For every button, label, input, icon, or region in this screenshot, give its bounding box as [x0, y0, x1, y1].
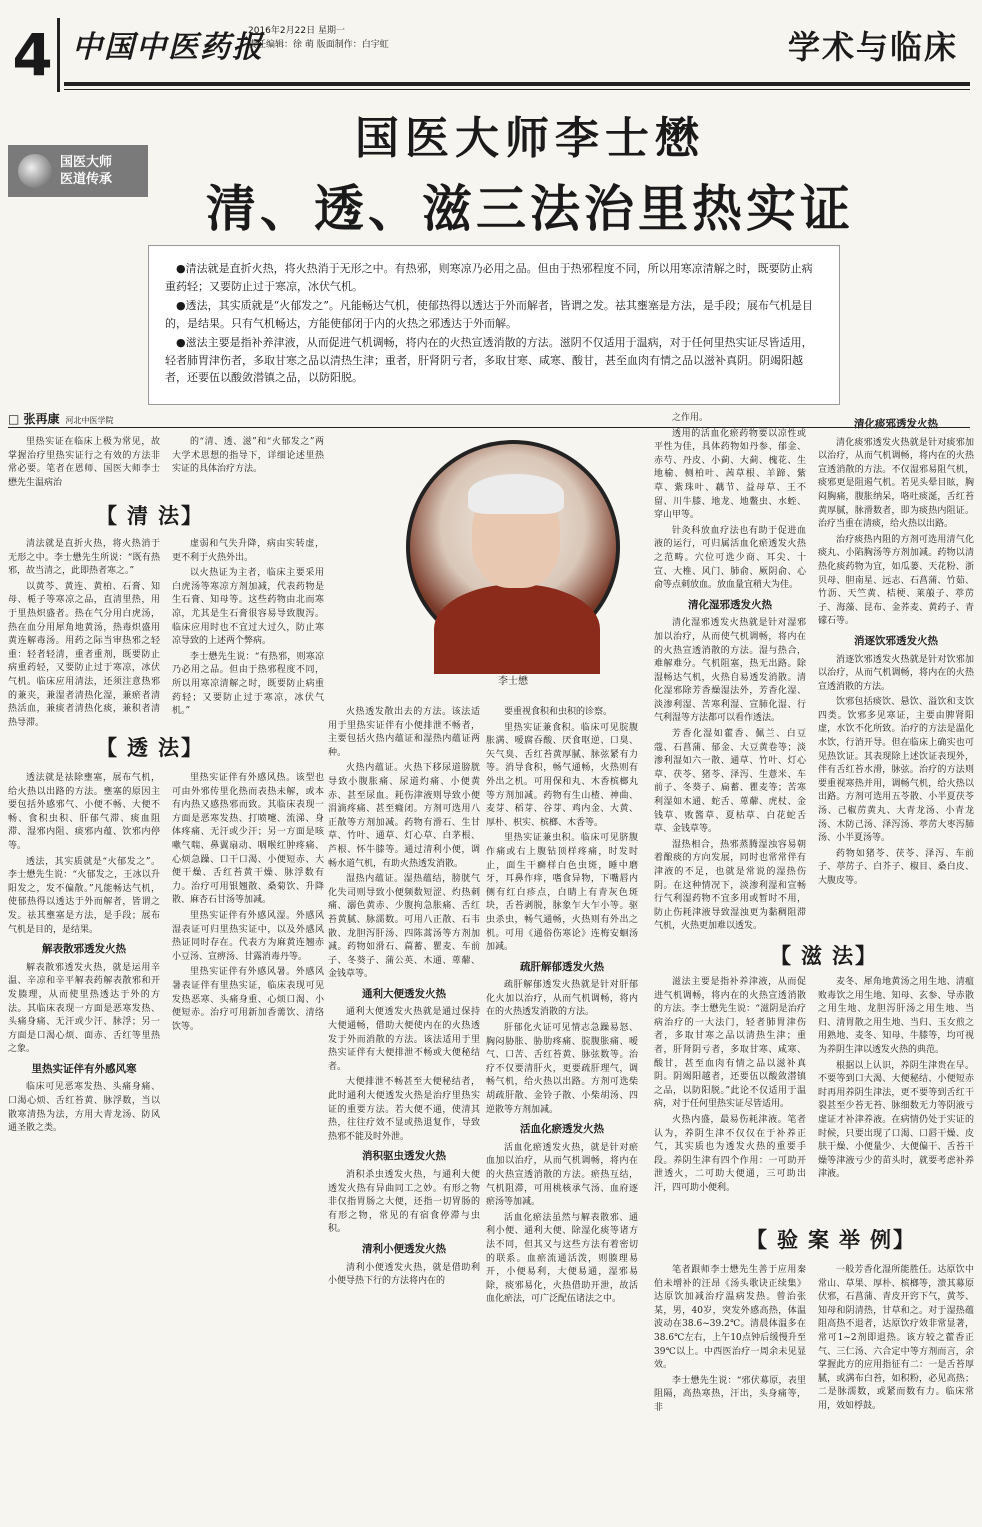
- col4: 要重视食积和虫积的诊察。 里热实证兼食积。临床可见脘腹胀满、嗳腐吞酸、厌食呕逆、口臭、矢气臭、舌红苔黄厚腻、脉弦紧有力等。消导食积，畅气通畅，火热则有外出之机。可用保和丸、木香槟榔丸等方剂加减。药物有生山楂、神曲、麦芽、稻芽、谷芽、鸡内金、大黄、厚朴、枳实、槟榔、木香等。 里热实证兼虫积。临床可见脐腹作痛或右上腹钻顶样疼痛，时发时止，面生干癣样白色虫斑，睡中磨牙，耳鼻作痒，嗜食异物，下嘴唇内侧有红白疹点，白睛上有青灰色斑块，舌苔剥脱，脉象乍大乍小等。驱虫杀虫，畅气通畅，火热则有外出之机。可用《通俗伤寒论》连梅安蛔汤加减。 疏肝解郁透发火热 疏肝解郁透发火热就是针对肝郁化火加以治疗，从而气机调畅，将内在的火热透发消散的方法。 肝郁化火证可见情志急躁易怒、胸闷胁胀、胁肋疼痛、脘腹胀痛、嗳气、口苦、舌红苔黄、脉弦数等。治疗不仅要清肝火，更要疏肝理气，调畅气机，给火热以出路。方剂可选柴胡疏肝散、金铃子散、小柴胡汤、四逆散等方剂加减。 活血化瘀透发火热 活血化瘀透发火热，就是针对瘀血加以治疗，从而气机调畅，将内在的火热宣透消散的方法。瘀热互结，气机阻滞，可用桃核承气汤、血府逐瘀汤等加减。 活血化瘀法虽然与解表散邪、通利小便、通利大便、除湿化痰等诸方法不同，但其又与这些方法有着密切的联系。血瘀流通活泼，则腠理易开，小便易利，大便易通，湿邪易除，痰邪易化，火热借助开泄，故活血化瘀法，可广泛配伍诸法之中。: [486, 707, 638, 1305]
- paper-name: 中国中医药报: [72, 30, 264, 65]
- col1-intro: 里热实证在临床上极为常见，故掌握治疗里热实证行之有效的方法非常必要。笔者在恩师、国医大师李士懋先生温病治: [8, 437, 160, 488]
- case-col2: 一般芳香化湿所能胜任。达原饮中常山、草果、厚朴、槟榔等，溃其募原伏邪，石菖蒲、青皮开窍下气，黄芩、知母和阴清热，甘草和之。对于湿热蕴阻高热不退者，达原饮疗效非常显著，常可1~2剂即退热。该方较之藿香正气、三仁汤、六合定中等方剂而言，余掌握此方的应用指征有二：一是舌苔厚腻，或满布白苔，如积粉，必见高热；二是脉濡数，或紧而数有力。临床常用，效如桴鼓。: [818, 1265, 974, 1411]
- summary-item: ●滋法主要是指补养津液，从而促进气机调畅，将内在的火热宣透消散的方法。滋阴不仅适用于温病，对于任何里热实证尽皆适用，轻者肺胃津伤者，多取甘寒之品以清热生津；重者，肝肾阴亏者，多取甘寒、咸寒、酸甘，甚至血肉有情之品以滋补真阴。阴竭阳越者，还要伍以酸敛潜镇之品，以防阳脱。: [165, 336, 813, 384]
- section-tag: 学术与临床: [787, 28, 958, 66]
- issue-date: 2016年2月22日 星期一: [248, 26, 345, 36]
- portrait: [406, 440, 620, 698]
- subhead: 活血化瘀透发火热: [520, 1123, 604, 1136]
- subhead: 疏肝解郁透发火热: [520, 960, 604, 973]
- col3: 火热透发散出去的方法。该法适用于里热实证伴有小便排泄不畅者，主要包括火热内蕴证和湿热内蕴证两种。 火热内蕴证。火热下移尿道膀胱导致小腹胀痛、尿道灼痛、小便黄赤、甚至尿血。耗伤津液则导致小便涓滴疼痛、甚至癃闭。方剂可选用八正散等方剂加减。药物有滑石、生甘草、竹叶、通草、灯心草、白茅根、芦根、怀牛膝等。通过清利小便，调畅水道气机，有助火热透发消散。 湿热内蕴证。湿热蕴结，膀胱气化失司则导致小便频数短涩、灼热刺痛、溺色黄赤、少腹拘急胀痛、舌红苔黄腻、脉濡数。可用八正散、石韦散、龙胆泻肝汤、四陈蒿汤等方剂加减。药物如滑石、萹蓄、瞿麦、车前子、冬葵子、蒲公英、木通、萆薢、金钱草等。 通利大便透发火热 通利大便透发火热就是通过保持大便通畅，借助大便使内在的火热透发于外而消散的方法。该法适用于里热实证伴有大便排泄不畅或大便秘结者。 大便排泄不畅甚至大便秘结者，此时通利大便透发火热是治疗里热实证的重要方法。若大便不通，使清其热，往往疗效不显或热退复作，导致热邪不能及时外泄。 消积驱虫透发火热 消积杀虫透发火热，与通利大便透发火热有异曲同工之妙。有形之物非仅指胃肠之大便，还指一切胃肠的有形之物，常见的有宿食停滞与虫积。 清利小便透发火热 清利小便透发火热，就是借助利小便导热下行的方法将内在的: [328, 707, 480, 1287]
- section-head-case: 【 验案举例 】: [746, 1224, 924, 1254]
- portrait-photo: [406, 440, 620, 654]
- masthead: [0, 0, 982, 98]
- section-head-zi: 【 滋法 】: [770, 940, 886, 970]
- summary-item: ●透法，其实质就是“火郁发之”。凡能畅达气机，使郁热得以透达于外而解者，皆谓之发。祛其壅塞是方法，是手段；展布气机是目的，是结果。只有气机畅达，方能使郁闭于内的火热之邪透达于外而解。: [165, 299, 813, 330]
- column-badge-line2: 医道传承: [60, 172, 113, 187]
- masthead-rule-thick: [64, 82, 970, 86]
- subhead: 消积驱虫透发火热: [362, 1150, 446, 1163]
- section-head-tou: 【 透法 】: [96, 732, 212, 762]
- col1-qing: 清法就是直折火热，将火热消于无形之中。李士懋先生所说：“既有热邪，故当清之，此即热者寒之。” 以黄芩、黄连、黄柏、石膏、知母、栀子等寒凉之品，直清里热，用于里热炽盛者。热在气分用白虎汤，热在血分用犀角地黄汤，热毒炽盛用黄连解毒汤。用药之际当审热邪之轻重：轻者轻清，重者重剂，既要防止病重药轻，又要防止过于寒凉，冰伏气机。临床应用清法，还须注意热邪的兼夹，兼湿者清热化湿，兼瘀者清热活血，兼痰者清热化痰，兼积者清热导滞。: [8, 539, 160, 728]
- col2-tou: 里热实证伴有外感风热。该型也可由外邪传里化热而表热未解，或本有内热又感热邪而致。其临床表现一方面是恶寒发热、打喷嚏、流涕、身体疼痛、无汗或少汗；另一方面是咳嗽气喘、鼻翼扇动、咽喉红肿疼痛、心烦急躁、口干口渴、小便短赤、大便干燥、舌红苔黄干燥、脉浮数有力。治疗可用银翘散、桑菊饮、升降散、麻杏石甘汤等加减。 里热实证伴有外感风湿。外感风湿表证可归里热实证中，以及外感风热证同时存在。代表方为麻黄连翘赤小豆汤、宣痹汤、甘露消毒丹等。 里热实证伴有外感风暑。外感风暑表证伴有里热实证，临床表现可见发热恶寒、头痛身重、心烦口渴、小便短赤。治疗可用新加香薷饮、清络饮等。: [172, 773, 324, 1032]
- col6: 清化痰邪透发火热 清化痰邪透发火热就是针对痰邪加以治疗，从而气机调畅，将内在的火热宣透消散的方法。不仅湿邪易阻气机，痰邪更是阻遏气机。若见头晕目眩，胸闷胸痛，腹胀纳呆，咯吐痰涎，舌红苔黄厚腻，脉滑数者，即为痰热内阻证。治疗当重在清痰，给火热以出路。 治疗痰热内阻的方剂可选用清气化痰丸、小陷胸汤等方剂加减。药物以清热化痰药物为宜，如瓜蒌、天花粉、浙贝母、胆南星、远志、石菖蒲、竹茹、竹沥、天竺黄、桔梗、莱菔子、葶苈子、海藻、昆布、金荞麦、黄药子、青礞石等。 消逐饮邪透发火热 消逐饮邪透发火热就是针对饮邪加以治疗，从而气机调畅，将内在的火热宣透消散的方法。 饮邪包括痰饮、悬饮、溢饮和支饮四类。饮邪多见寒证，主要由脾肾阳虚，水饮不化所致。治疗的方法是温化水饮，行消开导。但在临床上确实也可见热饮证。其表现除上述饮证表现外，伴有舌红苔水滑，脉弦。治疗的方法则要重视寒热并用，调畅气机，给火热以出路。方剂可选用五苓散、小半夏茯苓汤、己椒苈黄丸、大青龙汤、小青龙汤、木防己汤、泽泻汤、葶苈大枣泻肺汤、小半夏汤等。 药物如猪苓、茯苓、泽泻、车前子、葶苈子、白芥子、椒目、桑白皮、大腹皮等。: [818, 418, 974, 886]
- page-number: 4: [8, 18, 60, 92]
- subhead: 清利小便透发火热: [362, 1242, 446, 1255]
- author-byline: □ 张再康 河北中医学院: [8, 412, 114, 426]
- author-unit: 河北中医学院: [65, 416, 114, 425]
- headline: [160, 108, 900, 244]
- portrait-caption: 李士懋: [498, 676, 528, 687]
- col2-qing: 虚弱和气失升降，病由实转虚，更不利于火热外出。 以火热证为主者，临床主要采用白虎汤等寒凉方剂加减，代表药物是生石膏、知母等。这些药物由北而寒凉，尤其是生石膏很容易导致腹泻。临床应用时也不宜过大过久，防止寒凉导致的上述两个弊病。 李士懋先生说：“有热邪，则寒凉乃必用之品。但由于热邪程度不同，所以用寒凉清解之时，既要防止病重药轻；又要防止过于寒凉，冰伏气机。”: [172, 539, 324, 717]
- col5: 之作用。 透用的活血化瘀药物要以凉性或平性为佳，具体药物如丹参、郁金、赤芍、丹皮、小蓟、大蓟、槐花、生地榆、侧柏叶、茜草根、羊蹄、紫草、紫珠叶、藕节、益母草、王不留、川牛膝、地龙、地鳖虫、水蛭、穿山甲等。 针灸科放血疗法也有助于促进血液的运行，可归属活血化瘀透发火热之范畴。穴位可选少商、耳尖、十宣、大椎、风门、肺俞、厥阴俞、心俞等点刺放血。放血量宜稍大为佳。 清化湿邪透发火热 清化湿邪透发火热就是针对湿邪加以治疗，从而使气机调畅，将内在的火热宣透消散的方法。湿与热合，难解难分。气机阻塞，热无出路。除湿畅达气机，火热自易透发消散。清化湿邪除芳香燥湿法外，芳香化湿、淡渗利湿、苦寒利湿、宣肺化湿、行气利湿等方法都可以看作透法。 芳香化湿如藿香、佩兰、白豆蔻、石菖蒲、郁金、大豆黄卷等；淡渗利湿如六一散、通草、竹叶、灯心草、茯苓、猪苓、泽泻、生薏米、车前子、冬葵子、扁蓄、瞿麦等；苦寒利湿如木通、蛇舌、萆薢、虎杖、金钱草、败酱草、夏枯草、白花蛇舌草、金钱草等。 湿热相合，热邪蒸腾湿浊容易朝着酿痰的方向发展，同时也常常伴有津液的不足，也就是常说的湿热伤阴。在这种情况下，淡渗利湿和宣畅行气利湿药物不宜多用或暂时不用，防止伤耗津液导致湿浊更为黏稠阻滞气机，火热更加难以透发。: [654, 413, 806, 932]
- author-name: 张再康: [23, 412, 60, 426]
- column-badge: [8, 145, 148, 197]
- subhead: 清化湿邪透发火热: [688, 598, 772, 611]
- masthead-rule-thin: [64, 89, 970, 90]
- taiji-icon: [18, 154, 52, 188]
- col1-tou: 透法就是祛除壅塞，展布气机，给火热以出路的方法。壅塞的原因主要包括外感邪气、小便不畅、大便不畅、食积虫积、肝郁气滞、痰血阻滞、湿邪内阻、痰邪内蕴、饮邪内停等。 透法，其实质就是“火郁发之”。李士懋先生说：“火郁发之，王冰以升阳发之，发不偏散。”凡能畅达气机，使郁热得以透达于外而解者，皆谓之发。祛其壅塞是方法，是手段；展布气机是目的，是结果。 解表散邪透发火热 解表散邪透发火热，就是运用辛温、辛凉和辛平解表药解表散邪和开发腠理，从而使里热透达于外的方法。其临床表现一方面是恶寒发热、头痛身痛、无汗或少汗、脉浮；另一方面是口渴心烦、面赤、舌红等里热之象。 里热实证伴有外感风寒 临床可见恶寒发热、头痛身痛、口渴心烦、舌红苔黄、脉浮数，当以散寒清热为法，方用大青龙汤、防风通圣散之类。: [8, 773, 160, 1134]
- subhead: 清化痰邪透发火热: [854, 418, 938, 430]
- zi-col1: 滋法主要是指补养津液，从而促进气机调畅，将内在的火热宣透消散的方法。李士懋先生说：“滋阴是治疗病治疗的一大法门，轻者肺胃津伤者，多取甘寒之品以清热生津；重者，肝肾阴亏者，多取甘寒、咸寒、酸甘，甚至血肉有情之品以滋补真阴。阴竭阳越者，还要伍以酸敛潜镇之品，以防阳脱。”此论不仅适用于温病，对于任何里热实证尽皆适用。 火热内盛，最易伤耗津液。笔者认为，养阴生津不仅仅在于补养正气，其实质也为透发火热的重要手段。养阴生津有四个作用：一可助开泄透火，二可助大便通，三可助出汗，四可助小便利。: [654, 977, 806, 1193]
- section-head-qing: 【 清法 】: [96, 500, 212, 530]
- headline-line1: 国医大师李士懋: [355, 113, 705, 164]
- col2-intro: 的“清、透、滋”和“火郁发之”两大学术思想的指导下，详细论述里热实证的具体治疗方法。: [172, 437, 324, 475]
- summary-box: [148, 245, 840, 405]
- subhead: 解表散邪透发火热: [42, 943, 126, 956]
- subhead: 消逐饮邪透发火热: [854, 634, 938, 647]
- subhead: 里热实证伴有外感风寒: [31, 1062, 137, 1075]
- issue-info: [248, 24, 389, 52]
- summary-item: ●清法就是直折火热，将火热消于无形之中。有热邪，则寒凉乃必用之品。但由于热邪程度不同，所以用寒凉清解之时，既要防止病重药轻；又要防止过于寒凉，冰伏气机。: [165, 262, 813, 293]
- headline-line2: 清、透、滋三法治里热实证: [206, 179, 854, 238]
- subhead: 通利大便透发火热: [362, 987, 446, 1000]
- issue-editors: 责任编辑：徐 萌 版面制作：白宇虹: [248, 40, 389, 50]
- case-col1: 笔者跟师李士懋先生善于应用秦伯未增补的汪昂《汤头歌诀正续集》达原饮加减治疗温病发热。曾治张某，男，40岁，突发外感高热，体温波动在38.6~39.2℃。清晨体温多在38.6℃左右，上午10点钟后缓慢升至39℃以上。中西医治疗一周余未见显效。 李士懋先生说：“邪伏募原，表里阻隔，高热寒热，汗出，头身痛等，非: [654, 1265, 806, 1413]
- column-badge-line1: 国医大师: [60, 155, 113, 170]
- zi-col2: 麦冬、犀角地黄汤之用生地、清瘟败毒饮之用生地、知母、玄参、导赤散之用生地、龙胆泻肝汤之用生地、当归、清胃散之用生地、当归、玉女煎之用熟地、麦冬、知母、牛膝等，均可视为养阴生津以透发火热的典范。 根据以上认识，养阴生津贵在早。不要等到口大渴、大便秘结、小便短赤时再用养阴生津法，更不要等到舌红干裂甚至少苔无苔、脉细数无力等阴液亏虚证才补津养液。在病情仍处于实证的时候，只要出现了口渴、口唇干燥、皮肤干燥、小便量少、大便偏干、舌苔干燥等津液亏少的苗头时，就要考虑补养津液。: [818, 977, 974, 1180]
